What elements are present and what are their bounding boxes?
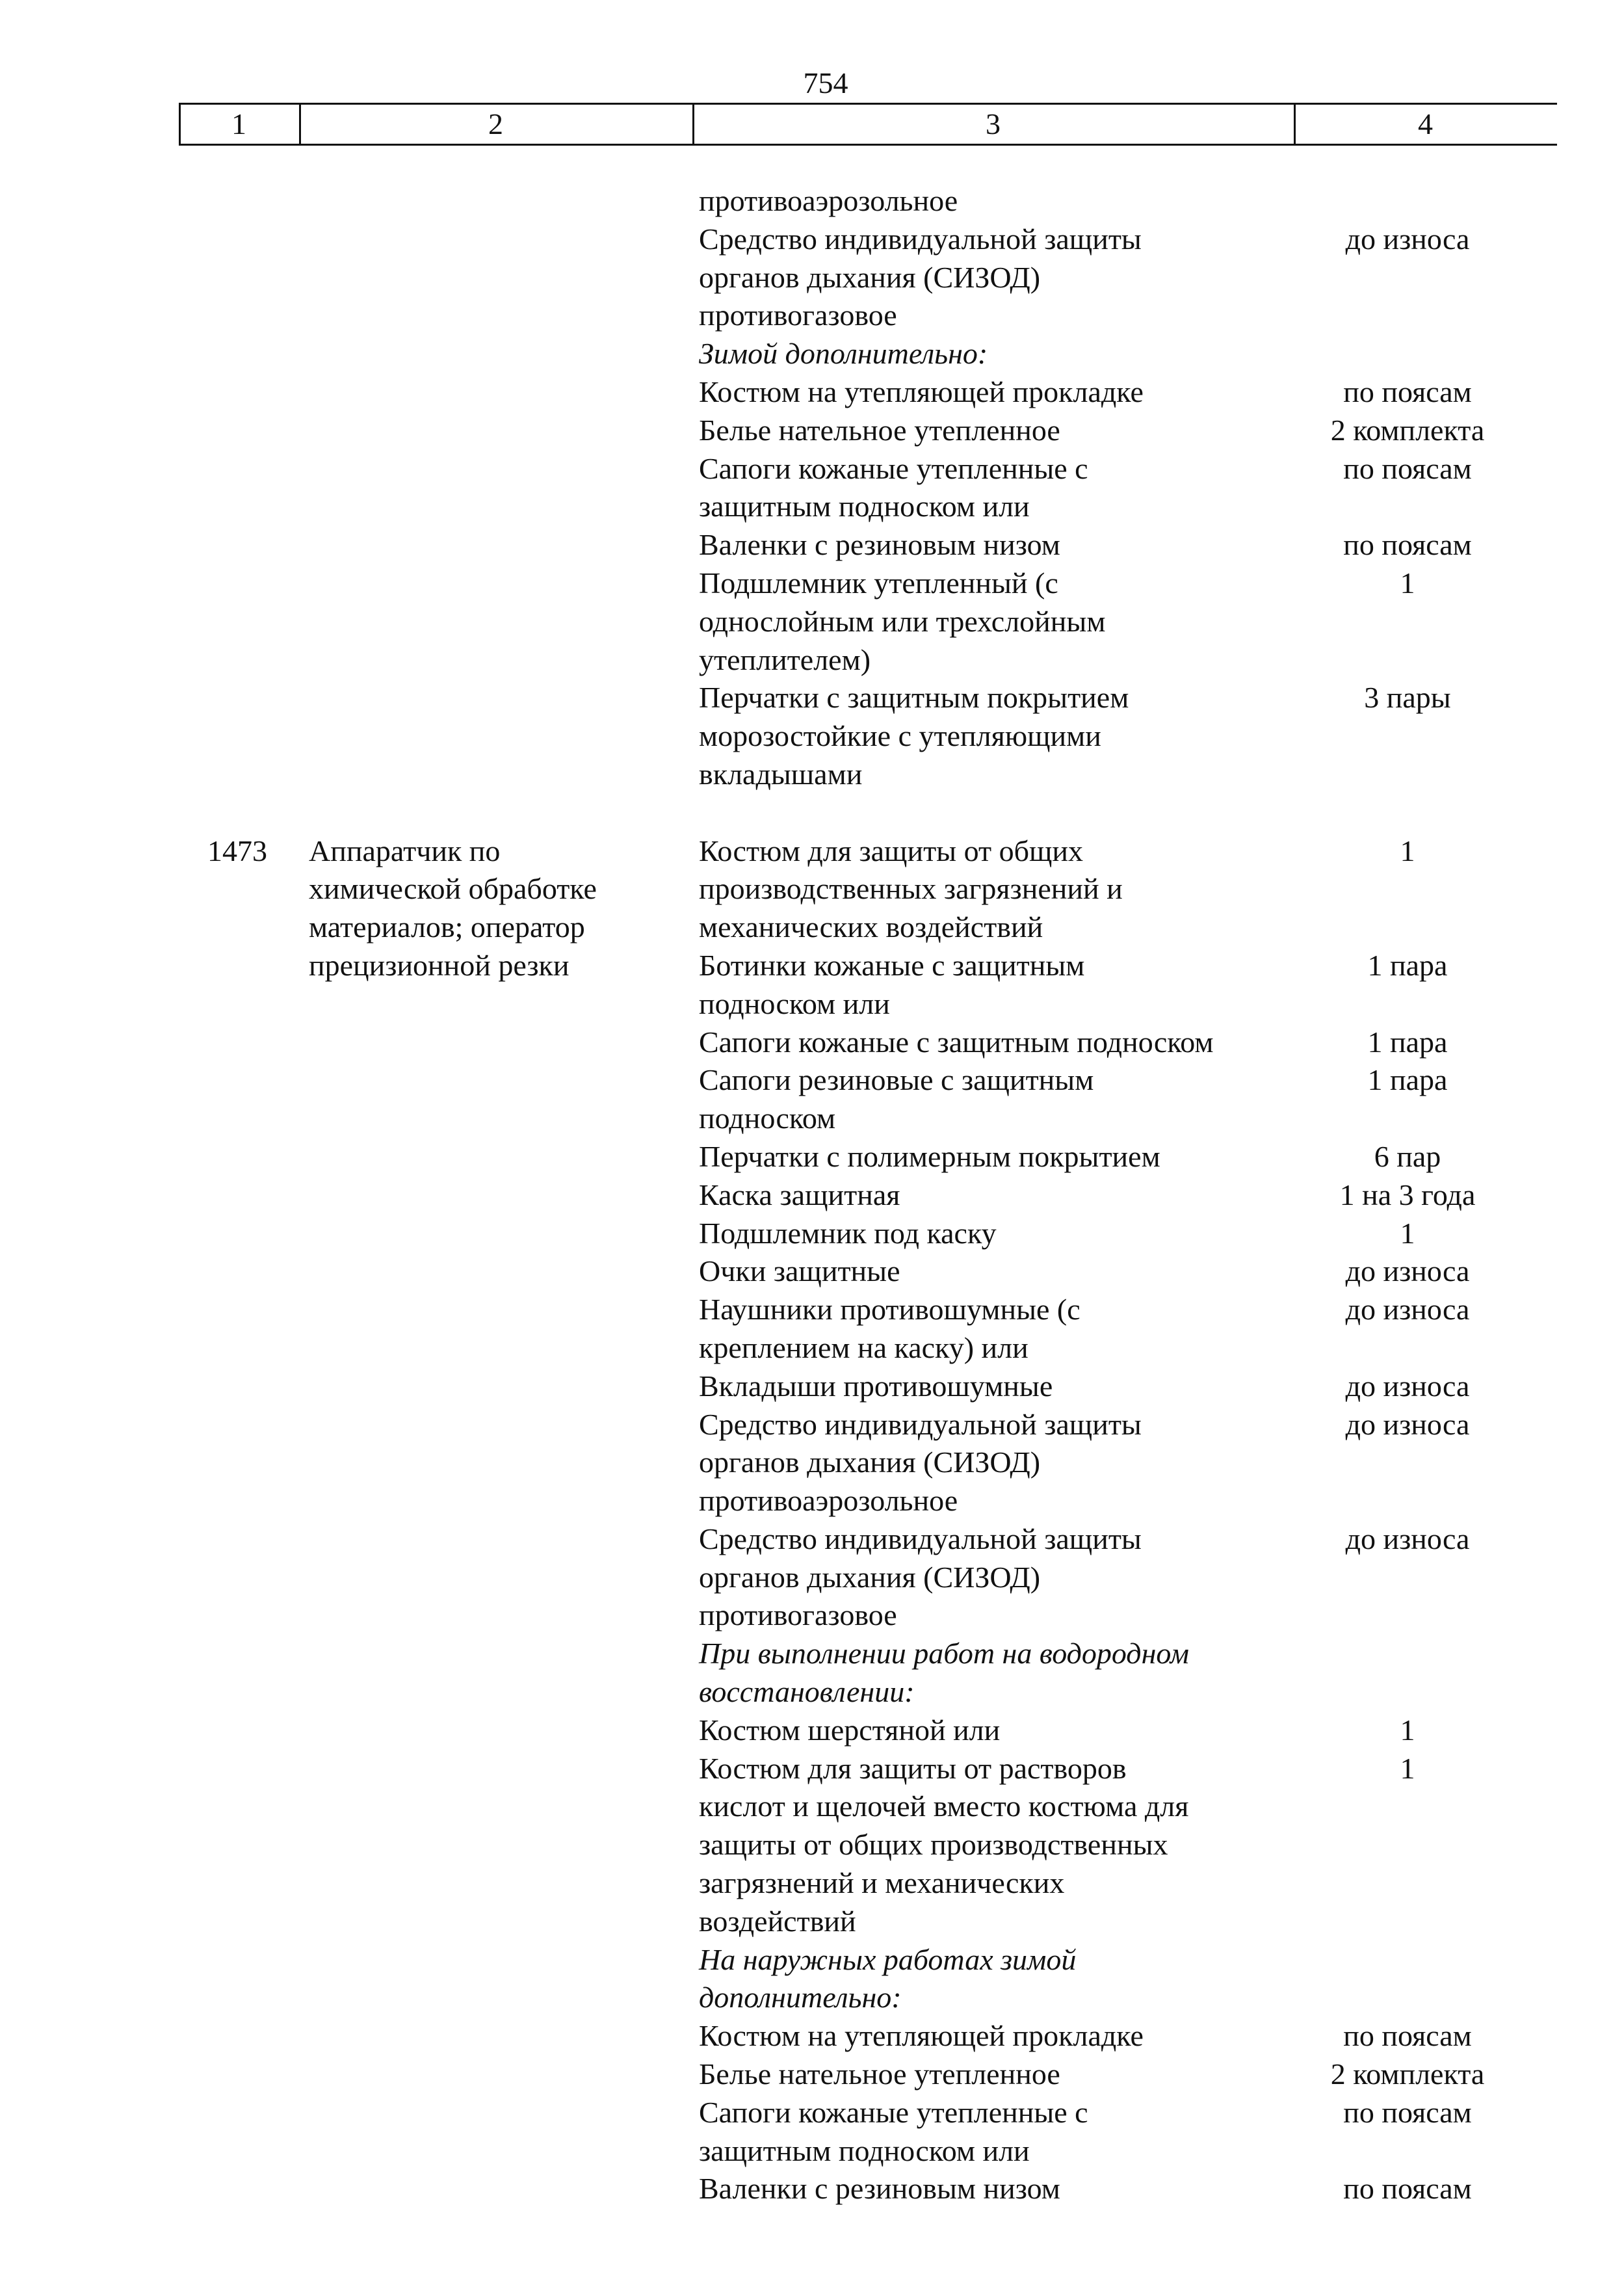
equipment-row	[699, 373, 1472, 412]
equipment-name: Вкладыши противошумные	[699, 1369, 1053, 1403]
equipment-row	[699, 947, 1447, 1023]
issue-norm: 6 пар	[1374, 1139, 1441, 1173]
equipment-row	[699, 1406, 1470, 1520]
equipment-name: Средство индивидуальной защиты органов дыхания (СИЗОД) противоаэрозольное	[699, 1407, 1142, 1518]
equipment-name: Сапоги кожаные с защитным подноском	[699, 1025, 1214, 1059]
entry-profession: Аппаратчик по химической обработке материалов; оператор прецизионной резки	[309, 834, 597, 982]
equipment-name: Подшлемник утепленный (с однослойным или трехслойным утеплителем)	[699, 566, 1106, 676]
equipment-name: Наушники противошумные (с креплением на каску) или	[699, 1293, 1080, 1364]
page-number: 754	[803, 66, 848, 99]
issue-norm: по поясам	[1343, 451, 1472, 485]
section-subheading: При выполнении работ на водородном восстановлении:	[699, 1637, 1189, 1709]
equipment-name: Белье нательное утепленное	[699, 413, 1060, 447]
equipment-name: Средство индивидуальной защиты органов дыхания (СИЗОД) противогазовое	[699, 222, 1142, 332]
section-subheading: Зимой дополнительно:	[699, 337, 988, 371]
equipment-row	[699, 2055, 1485, 2094]
table-column-header-row	[179, 103, 1557, 146]
equipment-row	[699, 1215, 1447, 1253]
equipment-name: Очки защитные	[699, 1254, 900, 1288]
equipment-row	[699, 526, 1472, 564]
equipment-name: Сапоги кожаные утепленные с защитным подноском или	[699, 451, 1088, 523]
equipment-name: Валенки с резиновым низом	[699, 528, 1060, 562]
issue-norm: 2 комплекта	[1330, 2057, 1485, 2091]
equipment-name: Средство индивидуальной защиты органов дыхания (СИЗОД) противогазовое	[699, 1522, 1142, 1632]
section-subheading-row	[699, 335, 1447, 373]
equipment-name: Каска защитная	[699, 1178, 900, 1211]
equipment-row	[699, 1291, 1470, 1367]
issue-norm: по поясам	[1343, 2019, 1472, 2053]
equipment-name: Костюм на утепляющей прокладке	[699, 375, 1144, 408]
continuation-block	[179, 182, 1557, 794]
issue-norm: 1	[1400, 834, 1415, 867]
issue-norm: 1	[1400, 566, 1415, 600]
column-header-2: 2	[488, 107, 503, 140]
equipment-name: Перчатки с защитным покрытием морозостойкие с утепляющими вкладышами	[699, 681, 1129, 791]
issue-norm: 2 комплекта	[1330, 413, 1485, 447]
equipment-row	[699, 2094, 1472, 2171]
issue-norm: 1	[1400, 1216, 1415, 1250]
issue-norm: 1	[1400, 1713, 1415, 1747]
section-subheading: На наружных работах зимой дополнительно:	[699, 1942, 1077, 2014]
equipment-name: Костюм шерстяной или	[699, 1713, 1001, 1747]
equipment-name: Сапоги резиновые с защитным подноском	[699, 1063, 1094, 1135]
equipment-name: Подшлемник под каску	[699, 1216, 997, 1250]
section-subheading-row	[699, 1635, 1447, 1711]
equipment-row	[699, 832, 1447, 947]
equipment-name: Ботинки кожаные с защитным подноском или	[699, 948, 1085, 1020]
issue-norm: до износа	[1345, 1369, 1470, 1403]
column-header-4: 4	[1418, 107, 1433, 140]
issue-norm: 1	[1400, 1751, 1415, 1785]
issue-norm: 1 пара	[1367, 948, 1448, 982]
issue-norm: по поясам	[1343, 2095, 1472, 2129]
equipment-name: Валенки с резиновым низом	[699, 2172, 1060, 2206]
equipment-name: Костюм для защиты от общих производственных загрязнений и механических воздействий	[699, 834, 1123, 944]
equipment-row	[699, 220, 1470, 335]
issue-norm: по поясам	[1343, 2172, 1472, 2206]
equipment-row	[699, 679, 1451, 793]
issue-norm: 1 пара	[1367, 1063, 1448, 1097]
equipment-row	[699, 1138, 1447, 1176]
equipment-row	[699, 1711, 1447, 1750]
equipment-name: Костюм на утепляющей прокладке	[699, 2019, 1144, 2053]
issue-norm: до износа	[1345, 222, 1470, 256]
issue-norm: 3 пары	[1364, 681, 1451, 715]
entry-block	[179, 832, 1557, 2209]
equipment-row	[699, 450, 1472, 527]
section-subheading-row	[699, 1941, 1447, 2018]
equipment-row	[699, 182, 1447, 220]
issue-norm: до износа	[1345, 1293, 1470, 1326]
issue-norm: до износа	[1345, 1254, 1470, 1288]
issue-norm: по поясам	[1343, 528, 1472, 562]
equipment-row	[699, 1176, 1476, 1215]
equipment-row	[699, 1061, 1447, 1138]
issue-norm: 1 пара	[1367, 1025, 1448, 1059]
equipment-row	[699, 564, 1447, 679]
issue-norm: до износа	[1345, 1407, 1470, 1441]
column-header-3: 3	[986, 107, 1001, 140]
equipment-name: Сапоги кожаные утепленные с защитным подноском или	[699, 2095, 1088, 2167]
equipment-name: Белье нательное утепленное	[699, 2057, 1060, 2091]
issue-norm: до износа	[1345, 1522, 1470, 1555]
entry-items	[699, 832, 1485, 2209]
entry-number: 1473	[207, 834, 267, 867]
equipment-row	[699, 2017, 1472, 2055]
continuation-items	[699, 182, 1485, 794]
issue-norm: по поясам	[1343, 375, 1472, 408]
equipment-name: Костюм для защиты от растворов кислот и щелочей вместо костюма для защиты от общих производственных загрязнений и механических воздействий	[699, 1751, 1189, 1938]
equipment-name: противоаэрозольное	[699, 184, 958, 217]
equipment-row	[699, 1367, 1470, 1406]
equipment-row	[699, 1750, 1447, 1941]
column-header-1: 1	[231, 107, 246, 140]
equipment-row	[699, 412, 1485, 450]
table-body	[179, 182, 1557, 2208]
issue-norm: 1 на 3 года	[1339, 1178, 1476, 1211]
equipment-row	[699, 2170, 1472, 2208]
equipment-name: Перчатки с полимерным покрытием	[699, 1139, 1160, 1173]
equipment-row	[699, 1252, 1470, 1291]
equipment-row	[699, 1023, 1447, 1062]
equipment-row	[699, 1520, 1470, 1635]
